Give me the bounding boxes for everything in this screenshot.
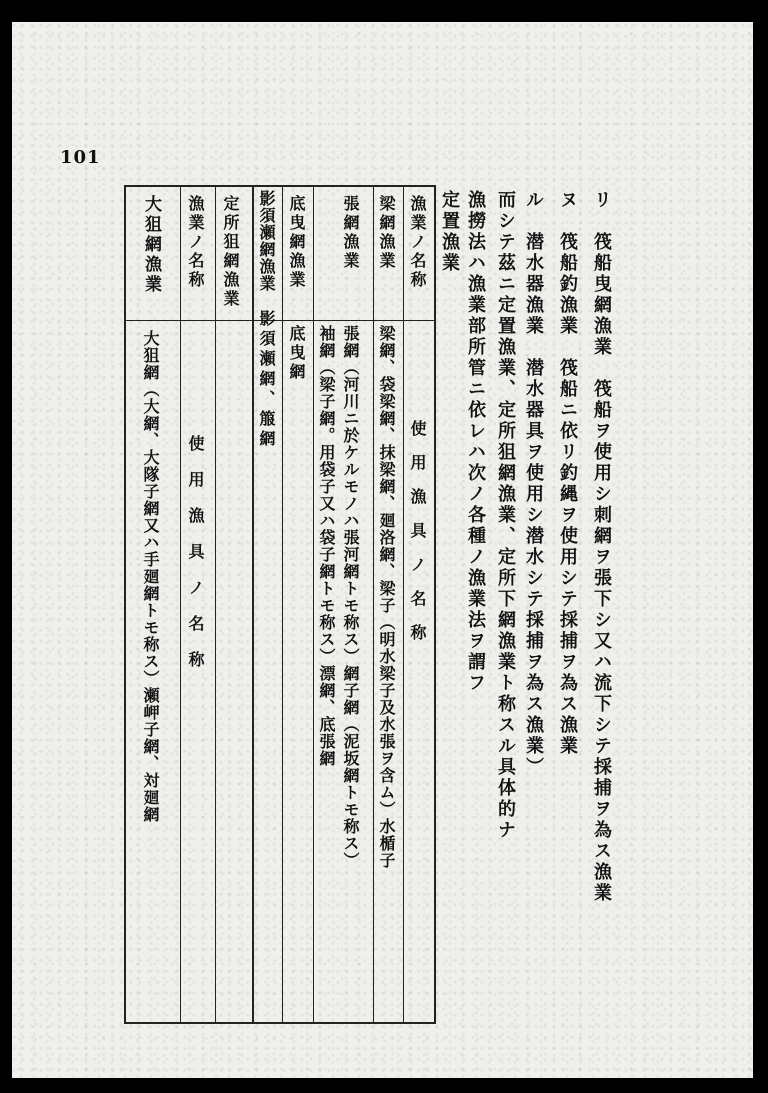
table-row-1-name: 梁網漁業 xyxy=(377,195,396,271)
table-bottom-rule xyxy=(124,1022,436,1024)
table-col-line-3 xyxy=(373,185,374,1023)
table-row-2-name: 張網漁業 xyxy=(341,195,360,271)
table-row-4-name: 底曳網漁業 xyxy=(287,195,306,290)
table-col-line-1 xyxy=(434,185,436,1023)
table-row-6-name: 定所狙網漁業 xyxy=(221,195,240,309)
table-header-rule xyxy=(124,320,436,321)
table-col-line-6 xyxy=(252,185,254,1023)
body-line-5: 漁撈法ハ漁業部所管ニ依レハ次ノ各種ノ漁業法ヲ謂フ xyxy=(465,190,486,694)
table-col-line-9 xyxy=(124,185,126,1023)
table-last-row-name: 大狙網漁業 xyxy=(141,195,161,295)
table-col-line-2 xyxy=(403,185,404,1023)
table-header-gear: 使用漁具ノ名称 xyxy=(408,420,427,658)
table-header2-name: 漁業ノ名称 xyxy=(186,195,205,290)
table-header2-gear: 使用漁具ノ名称 xyxy=(186,435,205,687)
table-col-line-5 xyxy=(282,185,283,1023)
table-row-1-gear: 梁網、袋梁網、抹梁網、廻洛網、梁子（明水梁子及水張ヲ含ム）水楯子 xyxy=(377,325,396,869)
body-line-1: リ 筏船曳網漁業 筏船ヲ使用シ刺網ヲ張下シ又ハ流下シテ採捕ヲ為ス漁業 xyxy=(591,190,612,904)
table-header-name: 漁業ノ名称 xyxy=(408,195,427,290)
body-line-4: 而シテ茲ニ定置漁業、定所狙網漁業、定所下網漁業ト称スル具体的ナ xyxy=(495,190,516,841)
table-last-row-gear: 大狙網（大網、大隊子網又ハ手廻網トモ称ス）瀬岬子網、対廻網 xyxy=(141,330,160,823)
table-col-line-7 xyxy=(215,185,216,1023)
body-line-3: ル 潜水器漁業 潜水器具ヲ使用シ潜水シテ採捕ヲ為ス漁業） xyxy=(523,190,544,778)
table-top-rule xyxy=(124,185,436,187)
page-number: 101 xyxy=(60,147,101,168)
body-line-2: ヌ 筏船釣漁業 筏船ニ依リ釣縄ヲ使用シテ採捕ヲ為ス漁業 xyxy=(557,190,578,757)
table-col-line-4 xyxy=(313,185,314,1023)
table-col-line-8 xyxy=(180,185,181,1023)
table-row-3-gear: 袖網（梁子網。用袋子又ハ袋子網トモ称ス）漂網、底張網 xyxy=(317,325,336,767)
table-row-4-gear: 底曳網 xyxy=(287,325,306,382)
table-row-2-gear: 張網（河川ニ於ケルモノハ張河網トモ称ス）網子網（泥坂網トモ称ス） xyxy=(341,325,360,869)
table-row-5-gear: 影須瀬網、箙網 xyxy=(257,310,276,450)
body-line-6: 定置漁業 xyxy=(439,190,460,274)
table-row-5-name: 影須瀬網漁業 xyxy=(257,190,276,292)
